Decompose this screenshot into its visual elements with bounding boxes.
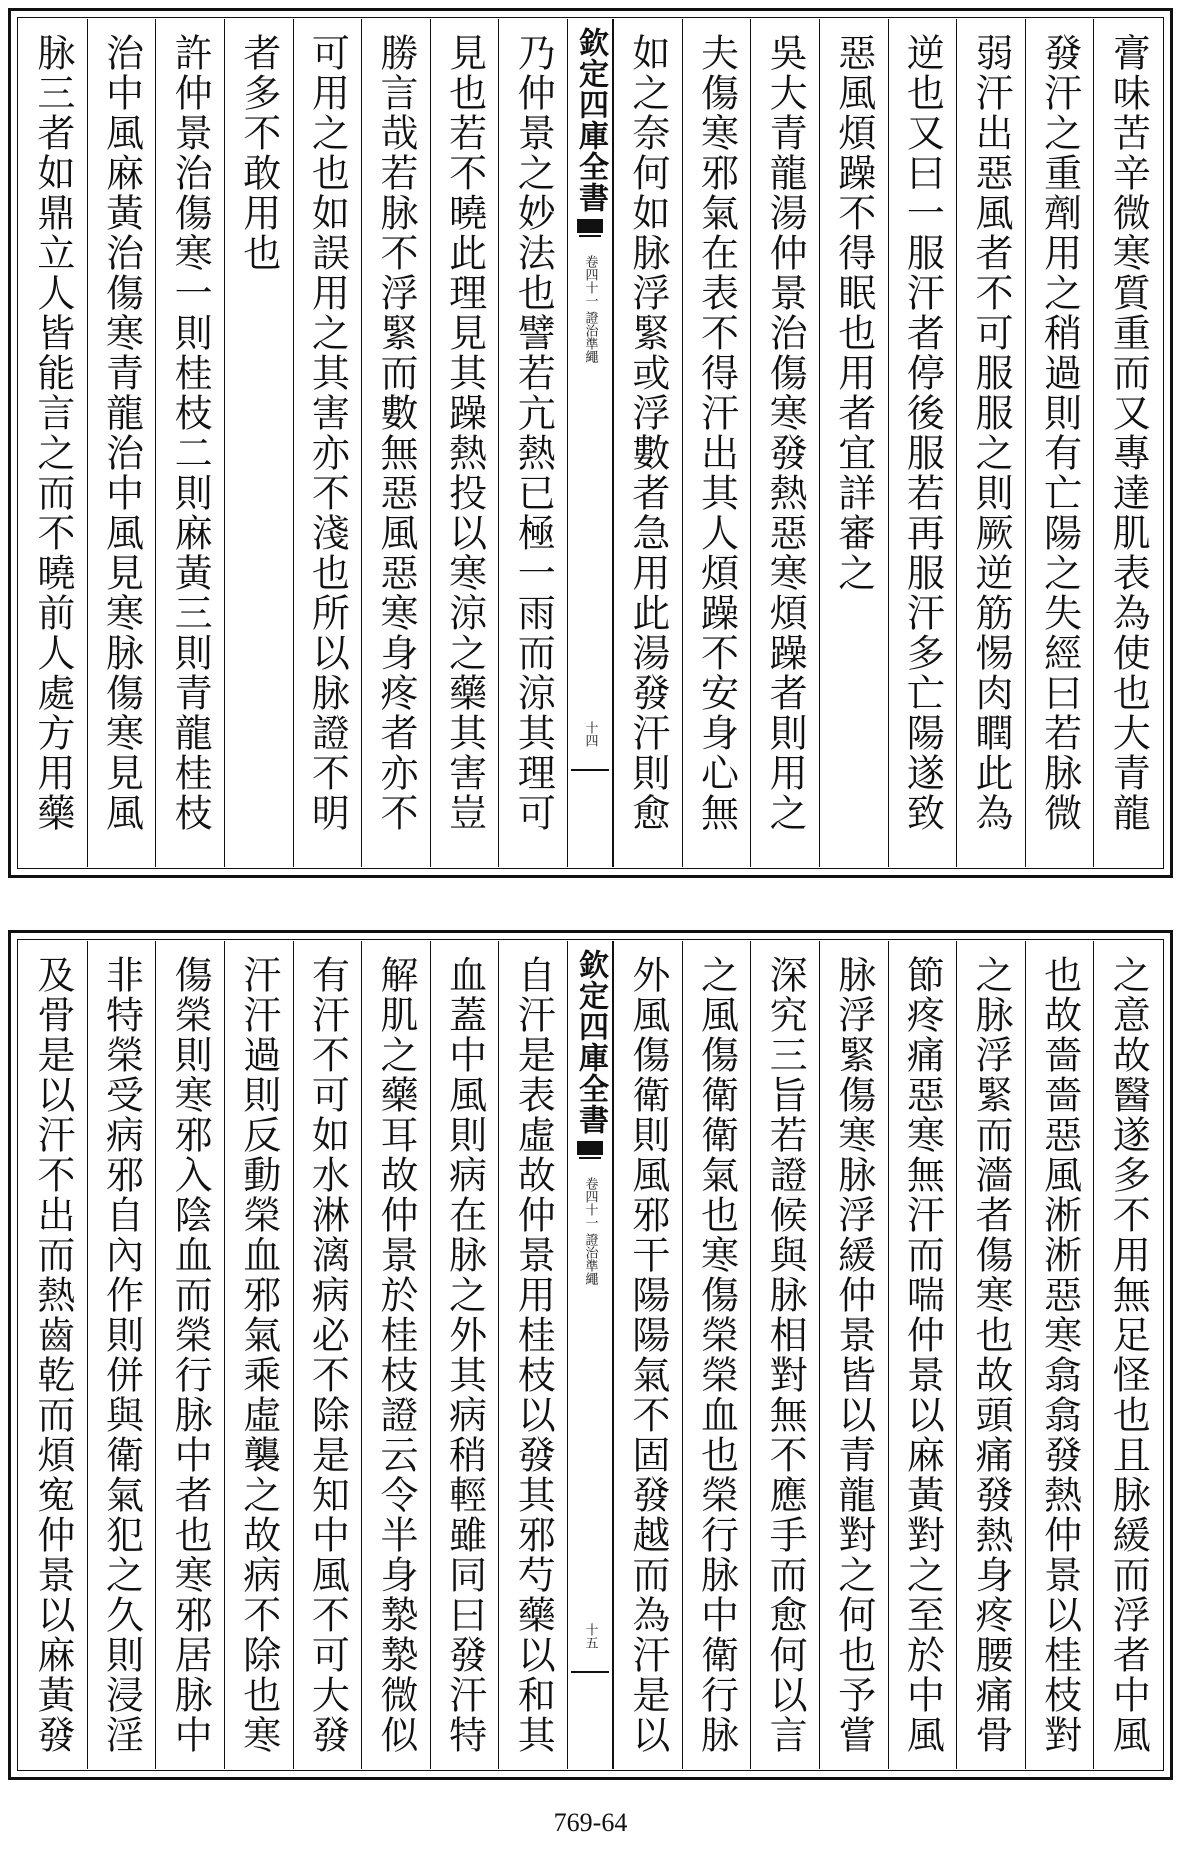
- column-text: 外風傷衛則風邪干陽陽氣不固發越而為汗是以: [625, 955, 670, 1755]
- text-column: [888, 941, 957, 1769]
- page-bottom: [8, 930, 1173, 1780]
- text-column: [819, 941, 888, 1769]
- fish-tail-mark-icon: [577, 219, 603, 249]
- column-text: 非特榮受病邪自內作則併與衛氣犯之久則浸淫: [99, 955, 144, 1755]
- column-text: 汗汗過則反動榮血邪氣乘虛襲之故病不除也寒: [236, 955, 281, 1755]
- column-text: 之脉浮緊而濇者傷寒也故頭痛發熱身疼腰痛骨: [968, 955, 1013, 1755]
- column-text: 弱汗出惡風者不可服服之則厥逆筋惕肉瞤此為: [968, 33, 1013, 833]
- fish-tail-mark-icon: [577, 1141, 603, 1171]
- center-fold-strip: [567, 19, 613, 867]
- text-column: [1025, 19, 1094, 867]
- text-column: [87, 941, 156, 1769]
- column-text: 惡風煩躁不得眠也用者宜詳審之: [831, 33, 876, 593]
- text-column: [956, 941, 1025, 1769]
- collection-heading: 欽定四庫全書: [573, 27, 608, 213]
- column-text: 解肌之藥耳故仲景於桂枝證云令半身漐漐微似: [373, 955, 418, 1755]
- column-text: 可用之也如誤用之其害亦不淺也所以脉證不明: [305, 33, 350, 833]
- column-text: 自汗是表虛故仲景用桂枝以發其邪芍藥以和其: [511, 955, 556, 1755]
- text-column: [613, 19, 682, 867]
- column-text: 脉三者如鼎立人皆能言之而不曉前人處方用藥: [30, 33, 75, 833]
- page-reference-number: 769-64: [553, 1808, 628, 1837]
- column-text: 許仲景治傷寒一則桂枝二則麻黃三則青龍桂枝: [168, 33, 213, 833]
- text-column: [498, 941, 567, 1769]
- text-column: [155, 19, 224, 867]
- column-text: 脉浮緊傷寒脉浮緩仲景皆以青龍對之何也予嘗: [831, 955, 876, 1755]
- book-title: 證治準繩: [582, 311, 598, 363]
- column-text: 也故嗇嗇惡風淅淅惡寒翕翕發熱仲景以桂枝對: [1037, 955, 1082, 1755]
- text-column: [155, 941, 224, 1769]
- text-column: [224, 19, 293, 867]
- column-text: 夫傷寒邪氣在表不得汗出其人煩躁不安身心無: [694, 33, 739, 833]
- bottom-rule: [571, 769, 609, 771]
- text-column: [224, 941, 293, 1769]
- column-text: 深究三旨若證候與脉相對無不應手而愈何以言: [763, 955, 808, 1755]
- bottom-rule: [571, 1671, 609, 1673]
- column-text: 乃仲景之妙法也譬若亢熱已極一雨而涼其理可: [511, 33, 556, 833]
- column-text: 之風傷衛衛氣也寒傷榮榮血也榮行脉中衛行脉: [694, 955, 739, 1755]
- column-text: 見也若不曉此理見其躁熱投以寒涼之藥其害豈: [442, 33, 487, 833]
- text-column: [1093, 941, 1162, 1769]
- text-column: [293, 19, 362, 867]
- column-text: 治中風麻黃治傷寒青龍治中風見寒脉傷寒見風: [99, 33, 144, 833]
- column-text: 節疼痛惡寒無汗而喘仲景以麻黃對之至於中風: [900, 955, 945, 1755]
- column-text: 傷榮則寒邪入陰血而榮行脉中者也寒邪居脉中: [168, 955, 213, 1755]
- volume-number: 卷四十一: [582, 1177, 598, 1229]
- column-text: 及骨是以汗不出而熱齒乾而煩寃仲景以麻黃發: [30, 955, 75, 1755]
- column-text: 血蓋中風則病在脉之外其病稍輕雖同曰發汗特: [442, 955, 487, 1755]
- text-column: [430, 19, 499, 867]
- text-columns-top: [19, 19, 1162, 867]
- text-column: [498, 19, 567, 867]
- text-column: [750, 941, 819, 1769]
- text-column: [613, 941, 682, 1769]
- book-meta: [581, 1177, 600, 1285]
- column-text: 膏味苦辛微寒質重而又專達肌表為使也大青龍: [1106, 33, 1151, 833]
- text-column: [1093, 19, 1162, 867]
- center-fold-strip: [567, 941, 613, 1769]
- text-column: [19, 19, 87, 867]
- column-text: 如之奈何如脉浮緊或浮數者急用此湯發汗則愈: [625, 33, 670, 833]
- collection-heading: 欽定四庫全書: [573, 949, 608, 1135]
- text-column: [361, 941, 430, 1769]
- column-text: 之意故醫遂多不用無足怪也且脉緩而浮者中風: [1106, 955, 1151, 1755]
- volume-number: 卷四十一: [582, 255, 598, 307]
- page-top: [8, 8, 1173, 878]
- column-text: 發汗之重劑用之稍過則有亡陽之失經曰若脉微: [1037, 33, 1082, 833]
- folio-number: 十四: [582, 721, 598, 747]
- text-column: [956, 19, 1025, 867]
- column-text: 者多不敢用也: [236, 33, 281, 273]
- text-column: [1025, 941, 1094, 1769]
- column-text: 逆也又曰一服汗者停後服若再服汗多亡陽遂致: [900, 33, 945, 833]
- book-meta: [581, 255, 600, 363]
- column-text: 吳大青龍湯仲景治傷寒發熱惡寒煩躁者則用之: [763, 33, 808, 833]
- text-columns-bottom: [19, 941, 1162, 1769]
- column-text: 有汗不可如水淋漓病必不除是知中風不可大發: [305, 955, 350, 1755]
- text-column: [87, 19, 156, 867]
- folio-number: 十五: [582, 1623, 598, 1649]
- text-column: [361, 19, 430, 867]
- text-column: [293, 941, 362, 1769]
- text-column: [750, 19, 819, 867]
- book-title: 證治準繩: [582, 1233, 598, 1285]
- text-column: [430, 941, 499, 1769]
- column-text: 勝言哉若脉不浮緊而數無惡風惡寒身疼者亦不: [373, 33, 418, 833]
- text-column: [682, 941, 751, 1769]
- text-column: [682, 19, 751, 867]
- text-column: [819, 19, 888, 867]
- text-column: [888, 19, 957, 867]
- text-column: [19, 941, 87, 1769]
